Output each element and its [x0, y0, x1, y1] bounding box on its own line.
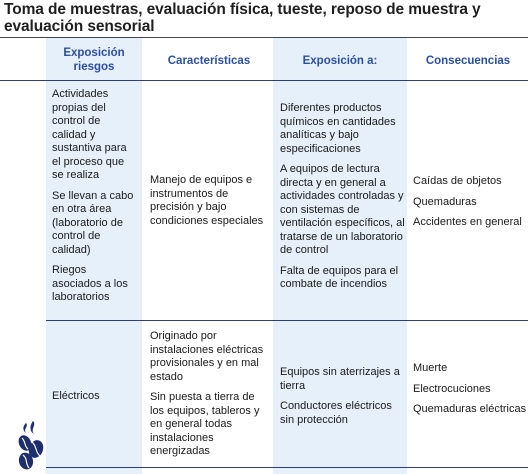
- row2-col4-item: Muerte: [413, 362, 448, 374]
- row1-col3-item: A equipos de lectura directa y en general a actividades controladas y con sistemas de ventilación específicos, al tratarse de un laboratorio de control: [280, 163, 405, 256]
- row2-col2-item: Sin puesta a tierra de los equipos, tableros y en general todas instalaciones energizadas: [150, 391, 260, 457]
- row2-col4-item: Quemaduras eléctricas: [413, 403, 527, 415]
- row1-col4-item: Caídas de objetos: [413, 175, 502, 187]
- row2-col1-item: Eléctricos: [52, 390, 100, 402]
- bottom-rule: [46, 467, 528, 468]
- row1-col1-item: Se llevan a cabo en otra área (laboratorio de control de calidad): [52, 189, 134, 256]
- header-consecuencias: Consecuencias: [425, 55, 511, 67]
- row2-col4-item: Electrocuciones: [413, 382, 491, 395]
- row1-col1-item: Actividades propias del control de calidad y sustantiva para el proceso que se realiza: [52, 88, 127, 181]
- header-exposicion-a: Exposición a:: [302, 55, 378, 67]
- row1-col1-item: Riegos asociados a los laboratorios: [52, 264, 128, 303]
- row1-col4-item: Accidentes en general: [413, 216, 522, 228]
- row1-col4-item: Quemaduras: [413, 195, 477, 208]
- row1-exposicion-a: [280, 102, 406, 292]
- row2-col3-item: Conductores eléctricos sin protección: [280, 400, 392, 426]
- row1-caracteristicas: [150, 174, 270, 228]
- row1-col2-item: Manejo de equipos e instrumentos de precisión y bajo condiciones especiales: [150, 174, 264, 227]
- row1-consecuencias: [413, 175, 528, 230]
- row1-col3-item: Falta de equipos para el combate de incendios: [280, 264, 399, 290]
- row2-exposicion-a: [280, 366, 406, 427]
- row2-col2-item: Originado por instalaciones eléctricas provisionales y en mal estado: [150, 330, 264, 383]
- coffee-beans-logo-icon: [14, 421, 48, 471]
- row2-caracteristicas: [150, 330, 270, 459]
- row1-col3-item: Diferentes productos químicos en cantidades analíticas y bajo especificaciones: [280, 102, 396, 155]
- header-rule: [0, 80, 528, 81]
- page-title: Toma de muestras, evaluación física, tueste, reposo de muestra y evaluación sensorial: [4, 1, 481, 35]
- row2-exposicion-riesgos: [52, 390, 138, 404]
- row-divider: [46, 320, 528, 321]
- header-exposicion-riesgos: Exposición riesgos: [63, 47, 125, 73]
- row2-col3-item: Equipos sin aterrizajes a tierra: [280, 366, 400, 392]
- row2-consecuencias: [413, 362, 528, 417]
- row1-exposicion-riesgos: [52, 88, 138, 305]
- header-caracteristicas: Características: [167, 55, 251, 67]
